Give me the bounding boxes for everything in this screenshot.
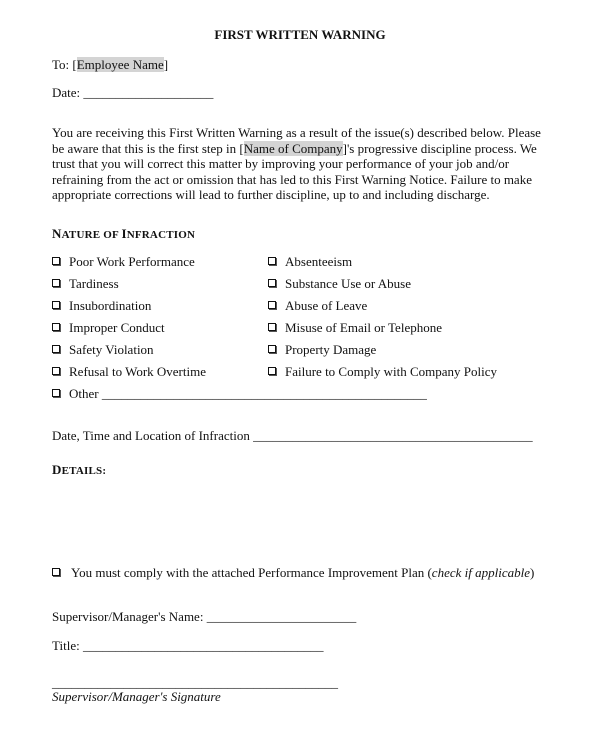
- infraction-item: [52, 364, 206, 380]
- infraction-label: Improper Conduct: [69, 320, 165, 335]
- supervisor-name-label: Supervisor/Manager's Name:: [52, 609, 207, 624]
- checkbox[interactable]: [268, 345, 276, 353]
- checkbox[interactable]: [52, 301, 60, 309]
- infraction-item: [268, 364, 497, 380]
- company-name-field[interactable]: Name of Company: [243, 140, 343, 156]
- infraction-item: [52, 298, 151, 314]
- pip-text: You must comply with the attached Performance Improvement Plan (: [71, 565, 432, 580]
- checkbox[interactable]: [268, 279, 276, 287]
- date-time-location-label: Date, Time and Location of Infraction: [52, 428, 254, 443]
- checkbox[interactable]: [268, 367, 276, 375]
- checkbox[interactable]: [52, 345, 60, 353]
- warning-paragraph: [52, 125, 552, 203]
- checkbox[interactable]: [52, 323, 60, 331]
- infraction-item: [52, 276, 119, 292]
- checkbox[interactable]: [52, 257, 60, 265]
- checkbox[interactable]: [268, 257, 276, 265]
- infraction-item: [52, 320, 165, 336]
- infraction-other: [52, 386, 427, 402]
- date-line: [52, 85, 213, 101]
- checkbox[interactable]: [268, 323, 276, 331]
- infraction-item: [52, 254, 195, 270]
- date-field[interactable]: ____________________: [83, 85, 214, 100]
- date-label: Date:: [52, 85, 84, 100]
- checkbox[interactable]: [52, 389, 60, 397]
- infraction-label: Safety Violation: [69, 342, 154, 357]
- infraction-item: [268, 298, 367, 314]
- checkbox[interactable]: [268, 301, 276, 309]
- infraction-item: [268, 254, 352, 270]
- infraction-label: Poor Work Performance: [69, 254, 195, 269]
- signature-field[interactable]: ____________________________________________: [52, 675, 338, 690]
- checkbox[interactable]: [52, 568, 60, 576]
- date-time-location-line: [52, 428, 533, 444]
- pip-line: You must comply with the attached Performance Improvement Plan (check if applicable): [52, 565, 534, 581]
- employee-name-field[interactable]: Employee Name: [76, 57, 164, 72]
- infraction-item: [268, 276, 411, 292]
- infraction-label: Failure to Comply with Company Policy: [285, 364, 497, 379]
- other-label: Other: [69, 386, 102, 401]
- supervisor-name-line: [52, 609, 356, 625]
- infraction-label: Tardiness: [69, 276, 119, 291]
- signature-label: Supervisor/Manager's Signature: [52, 689, 221, 704]
- pip-note: check if applicable: [431, 565, 530, 580]
- other-field[interactable]: __________________________________________________: [101, 386, 427, 401]
- supervisor-name-field[interactable]: _______________________: [206, 609, 357, 624]
- paragraph-line: trust that you will correct this matter by improving your performance of your job and/or: [52, 156, 510, 172]
- infraction-label: Absenteeism: [285, 254, 353, 269]
- paragraph-line: appropriate corrections will lead to further discipline, up to and including discharge.: [52, 187, 490, 203]
- checkbox[interactable]: [52, 279, 60, 287]
- details-heading: DETAILS:: [52, 462, 107, 477]
- infraction-item: [52, 342, 154, 358]
- infraction-item: [268, 342, 376, 358]
- infraction-label: Refusal to Work Overtime: [69, 364, 206, 379]
- infraction-label: Substance Use or Abuse: [285, 276, 412, 291]
- paragraph-line: You are receiving this First Written Warning as a result of the issue(s) described below. Please: [52, 125, 541, 140]
- to-prefix: To: [: [52, 57, 77, 72]
- title-label: Title:: [52, 638, 83, 653]
- date-time-location-field[interactable]: ___________________________________________: [253, 428, 533, 443]
- infraction-item: [268, 320, 442, 336]
- infraction-label: Misuse of Email or Telephone: [285, 320, 442, 335]
- nature-of-infraction-heading: NATURE OF INFRACTION: [52, 226, 196, 241]
- title-line: [52, 638, 323, 654]
- page-title: FIRST WRITTEN WARNING: [214, 27, 386, 42]
- title-field[interactable]: _____________________________________: [82, 638, 324, 653]
- infraction-label: Insubordination: [69, 298, 152, 313]
- to-line: [52, 57, 168, 73]
- paragraph-line: be aware that this is the first step in [Name of Company]'s progressive discipline process. We: [52, 140, 537, 156]
- infraction-label: Property Damage: [285, 342, 377, 357]
- paragraph-line: refraining from the act or omission that has led to this First Warning Notice. Failure to make: [52, 171, 532, 187]
- infraction-label: Abuse of Leave: [285, 298, 368, 313]
- checkbox[interactable]: [52, 367, 60, 375]
- to-suffix: ]: [163, 57, 169, 72]
